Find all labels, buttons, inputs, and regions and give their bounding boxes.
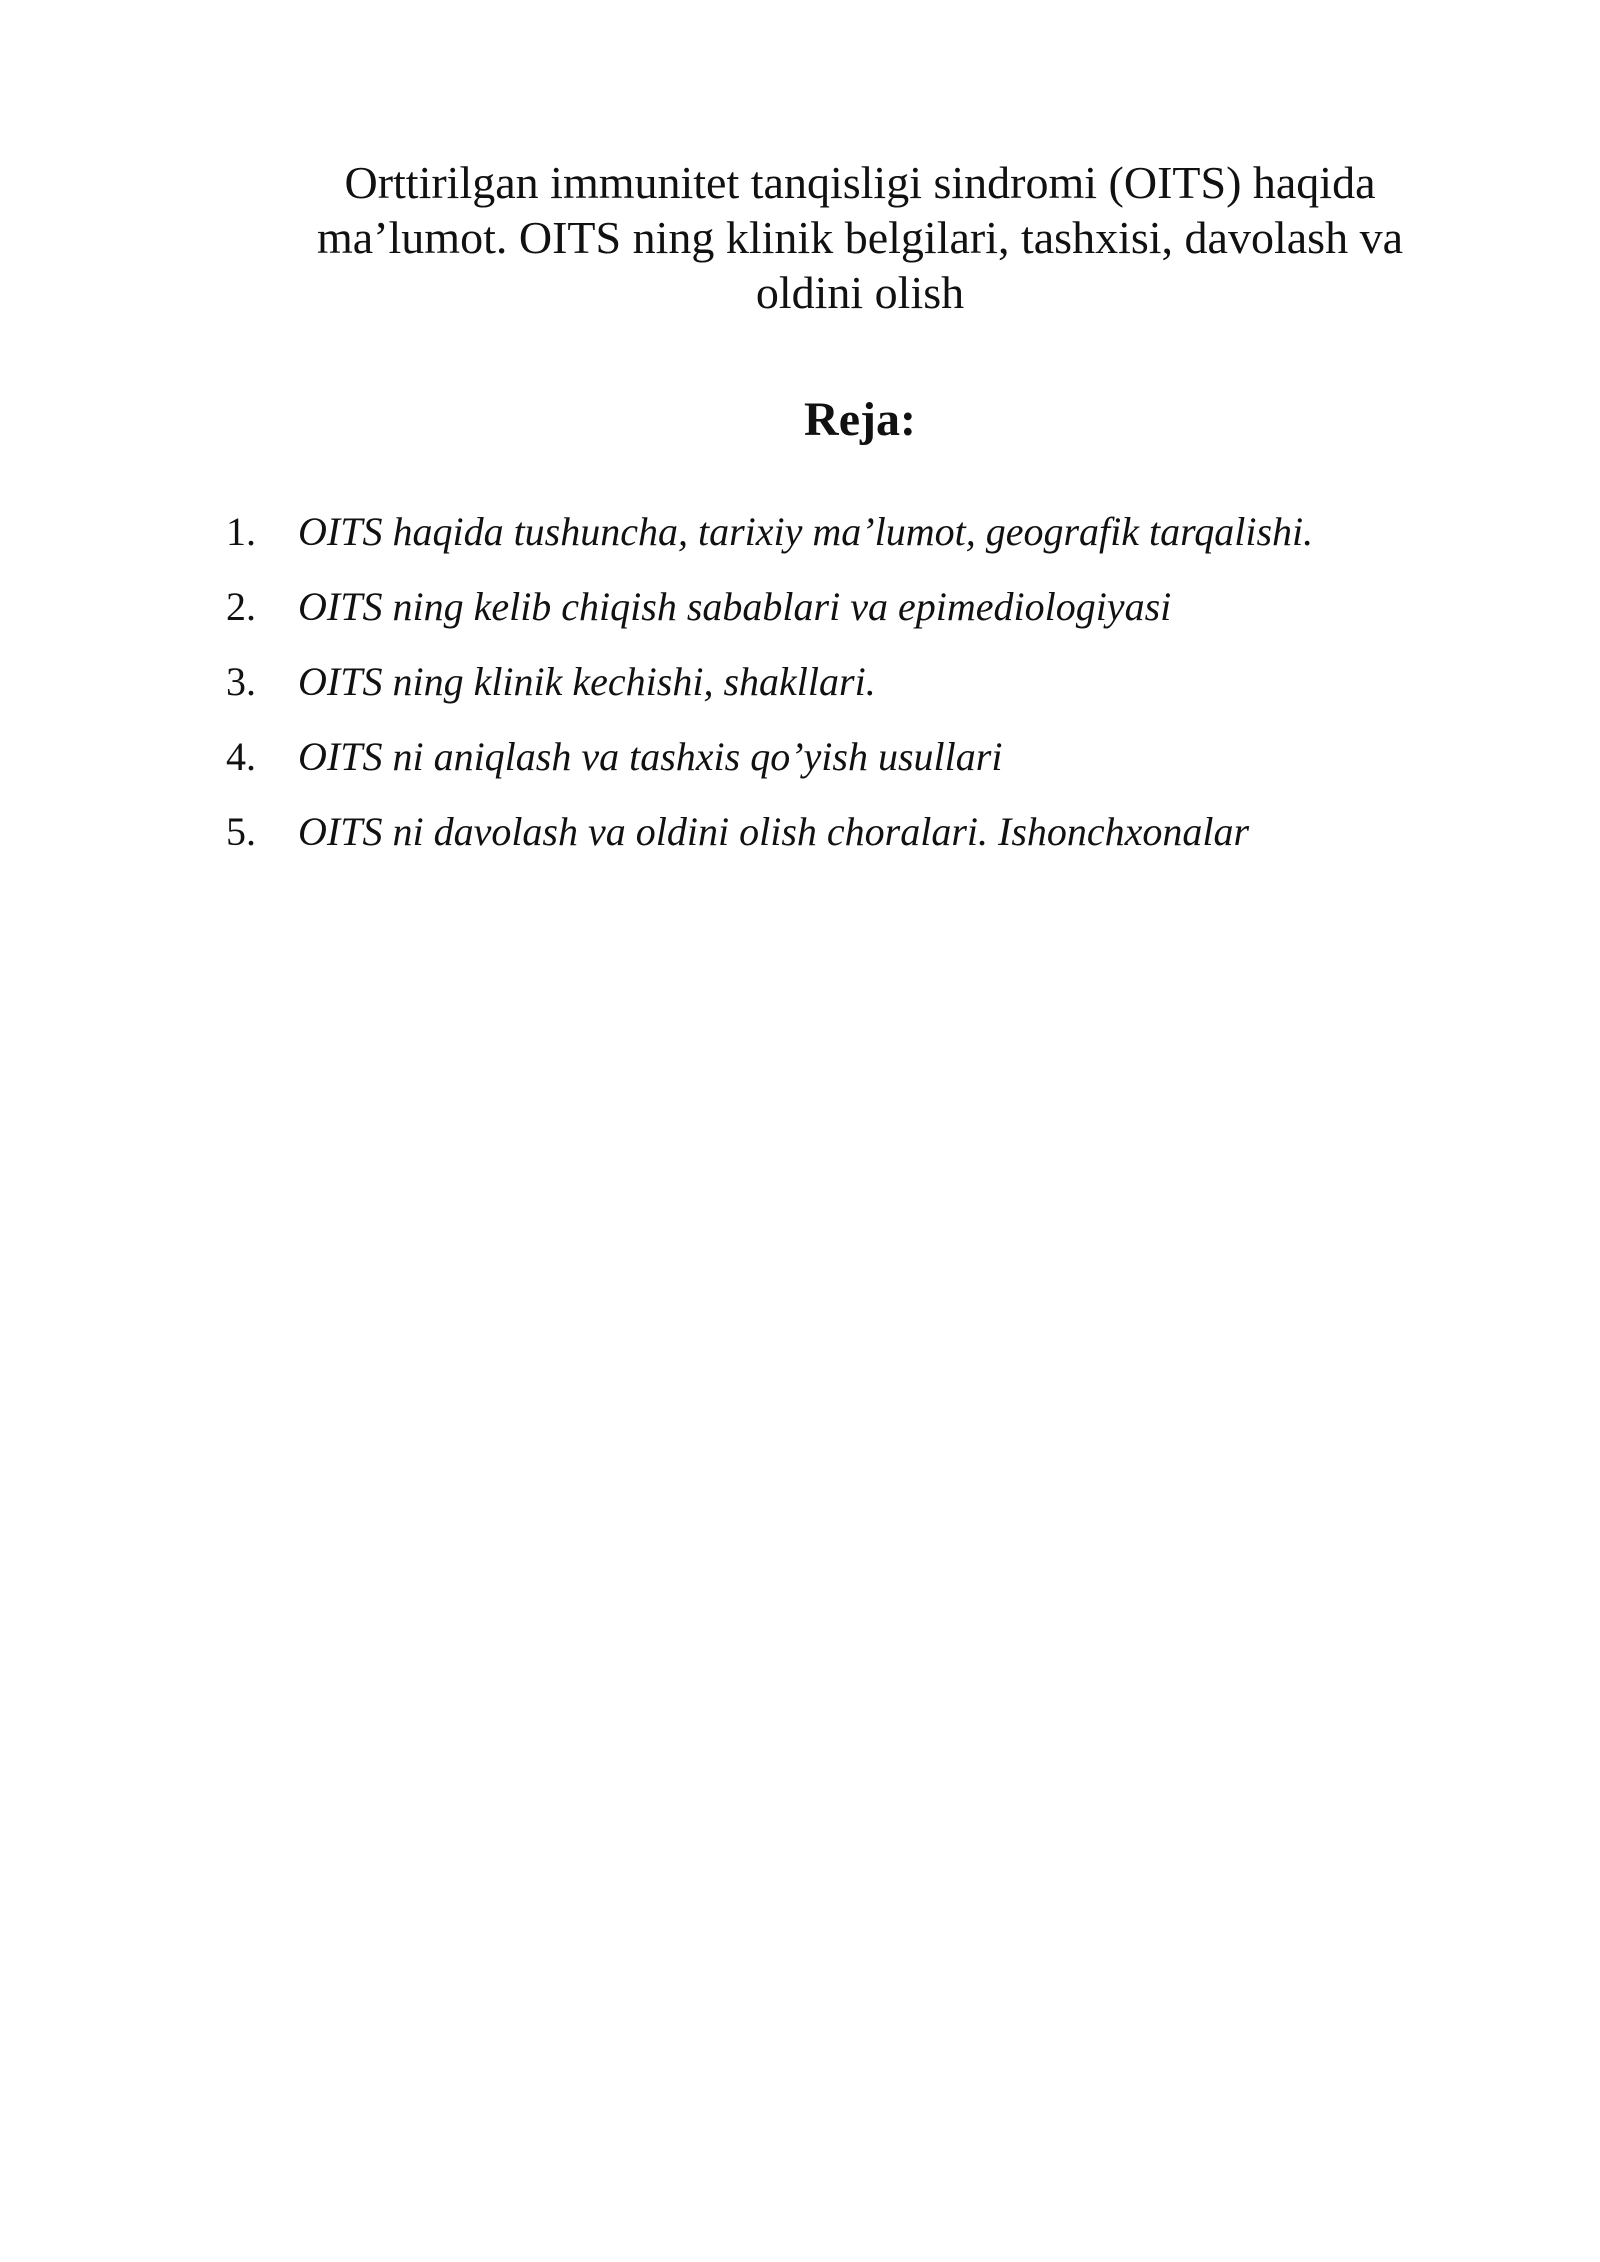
plan-item-text: OITS haqida tushuncha, tarixiy ma’lumot, geografik tarqalishi. [298, 509, 1314, 554]
plan-list [226, 508, 1313, 883]
plan-item-2 [226, 583, 1313, 658]
title-line-3: oldini olish [755, 267, 965, 318]
plan-item-number: 1. [226, 509, 256, 554]
plan-item-text: OITS ni davolash va oldini olish choralari. Ishonchxonalar [298, 809, 1250, 854]
plan-item-3 [226, 658, 1313, 733]
plan-item-text: OITS ning klinik kechishi, shakllari. [298, 659, 876, 704]
plan-item-4 [226, 733, 1313, 808]
plan-item-text: OITS ning kelib chiqish sabablari va epimediologiyasi [298, 584, 1172, 629]
plan-item-number: 2. [226, 584, 256, 629]
plan-item-number: 3. [226, 659, 256, 704]
document-title [240, 155, 1480, 320]
title-line-2: ma’lumot. OITS ning klinik belgilari, tashxisi, davolash va [317, 212, 1403, 263]
plan-item-text: OITS ni aniqlash va tashxis qo’yish usullari [298, 734, 1003, 779]
plan-item-number: 4. [226, 734, 256, 779]
title-line-1: Orttirilgan immunitet tanqisligi sindromi (OITS) haqida [344, 157, 1376, 208]
plan-item-1 [226, 508, 1313, 583]
plan-heading: Reja: [804, 393, 916, 446]
plan-item-number: 5. [226, 809, 256, 854]
plan-item-5 [226, 808, 1313, 883]
